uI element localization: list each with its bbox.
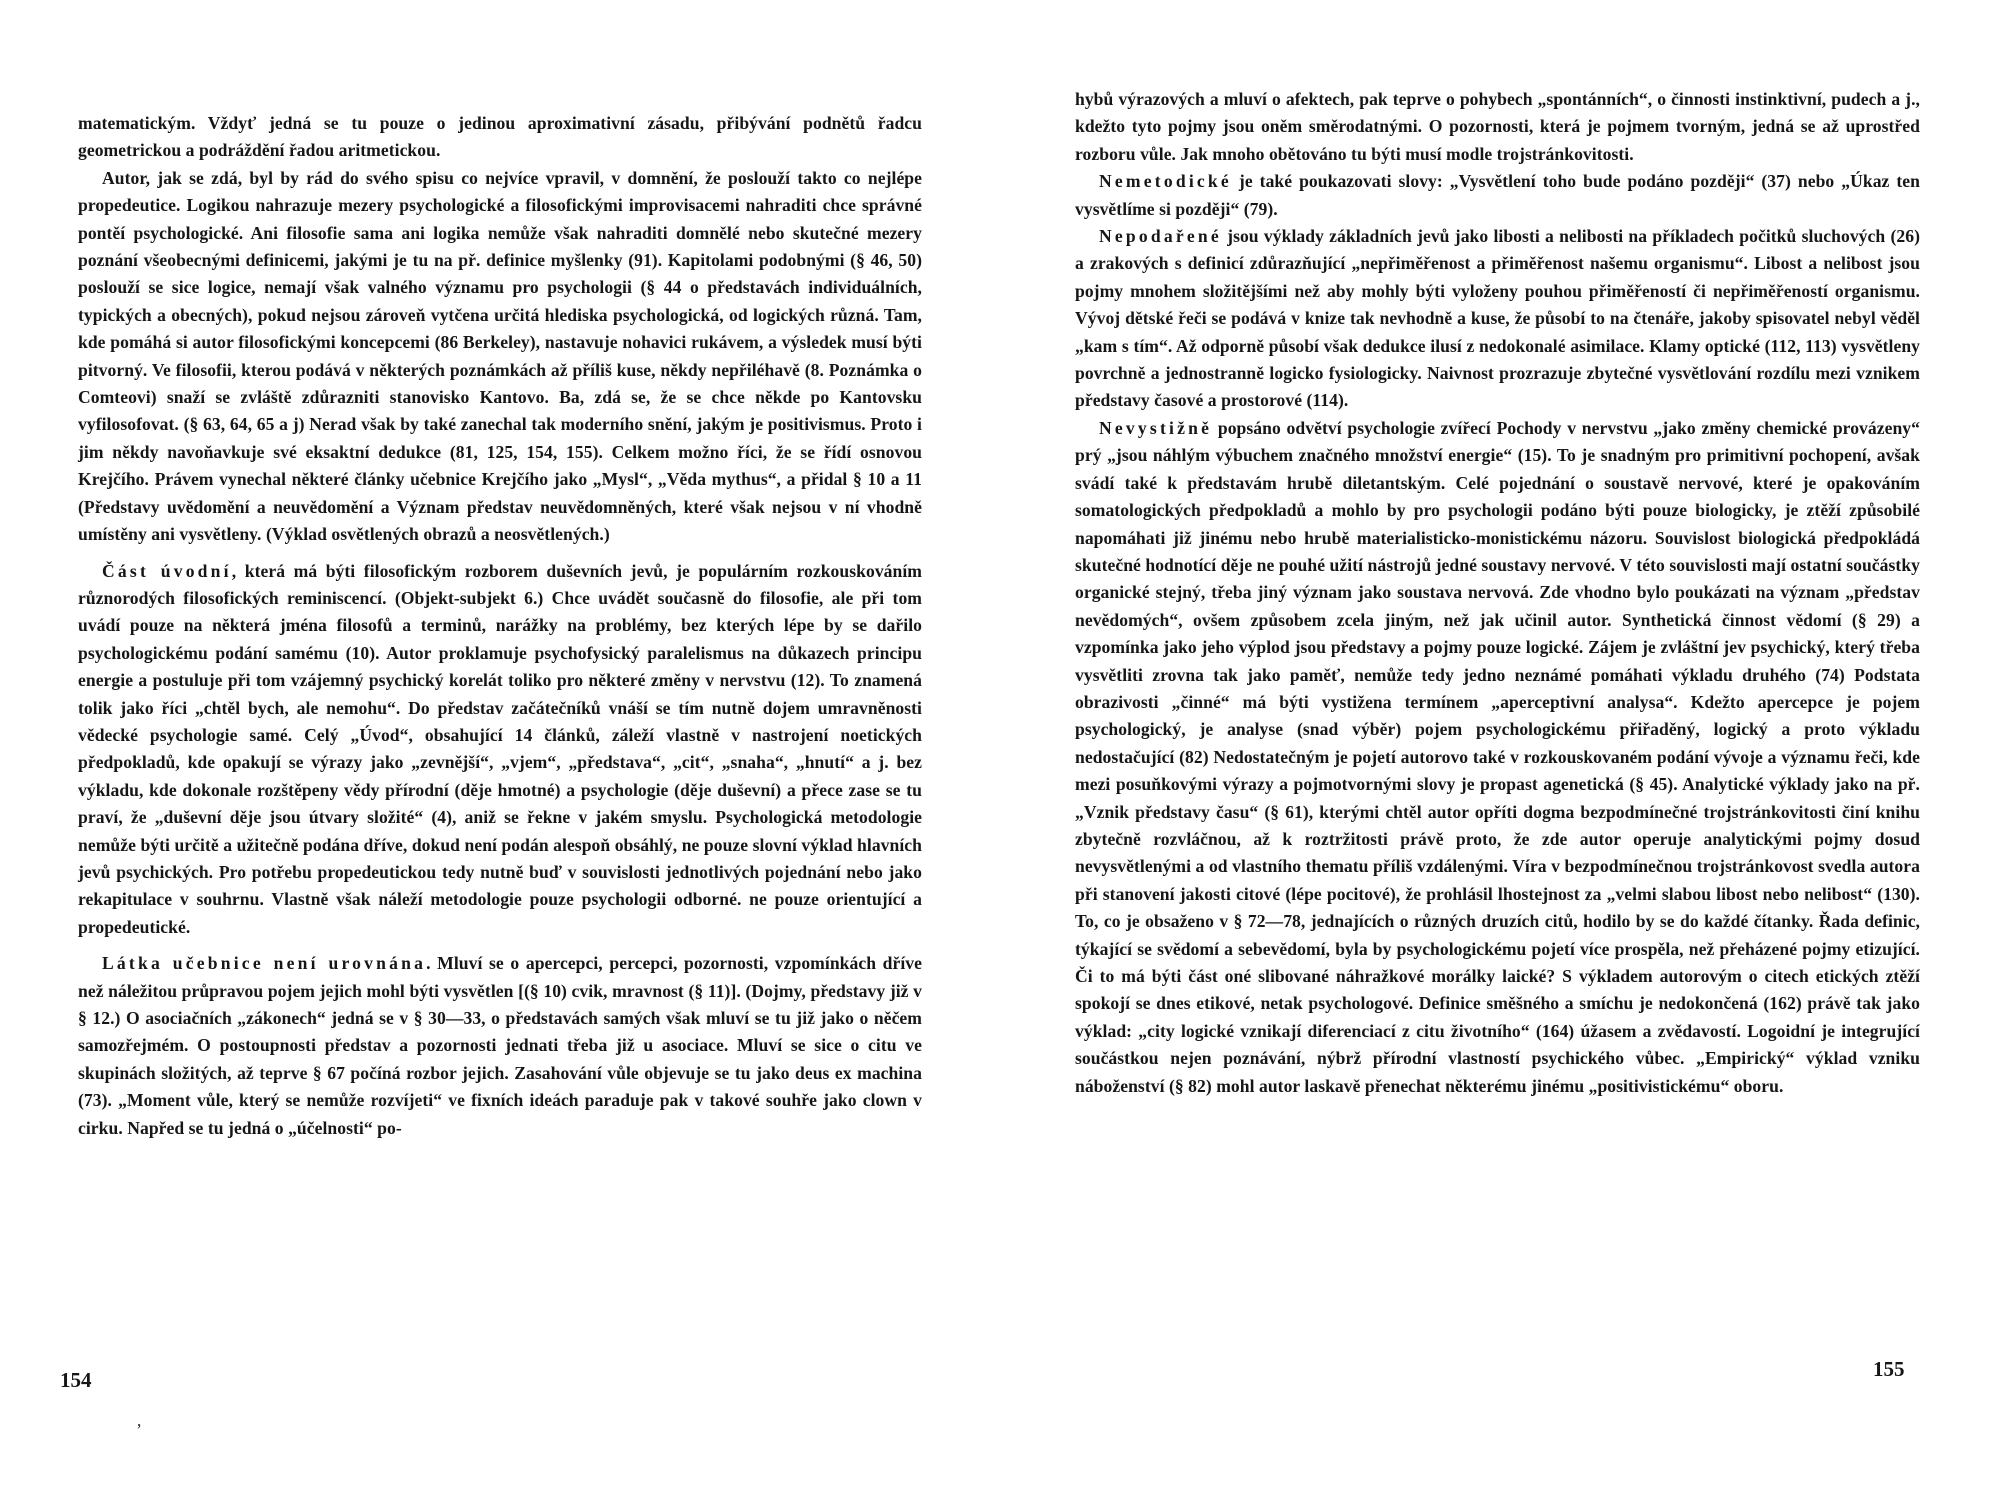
spaced-lead: Nepodařené: [1099, 226, 1222, 247]
page-number: 154: [60, 1368, 92, 1392]
page-number: 155: [1873, 1357, 1905, 1381]
right-page-text: [1075, 86, 1920, 1100]
paragraph: [78, 950, 922, 1142]
left-page-text: [78, 110, 922, 1142]
spaced-lead: Část úvodní: [102, 560, 232, 581]
spaced-lead: Nemetodické: [1099, 171, 1232, 192]
paragraph-body: jsou výklady základních jevů jako libosti a nelibosti na příkladech počitků sluchových (26) a zrakových s definicí zdůrazňující „nepřiměřenost a přiměřenost našemu organismu“. Libost a nelibost jsou pojmy mnohem složitějšími než aby mohly býti vyloženy pouhou přiměřeností či nepřiměřeností organismu. Vývoj dětské řeči se podává v knize tak nevhodně a kuse, že působí to na čtenáře, jakoby spisovatel nebyl věděl „kam s tím“. Až odporně působí však dedukce ilusí z nedokonalé asimilace. Klamy optické (112, 113) vysvětleny povrchně a jednostranně logicko fysiologicky. Naivnost prozrazuje zbytečné vysvětlování rozdílu mezi vznikem představy časové a prostorové (114).: [1075, 226, 1920, 411]
paragraph: Autor, jak se zdá, byl by rád do svého spisu co nejvíce vpravil, v domnění, že poslouží takto co nejlépe propedeutice. Logikou nahrazuje mezery psychologické a filosofickými improvisacemi nahraditi chce správné pontěí psychologické. Ani filosofie sama ani logika nemůže však nahraditi domnělé nebo skutečné mezery poznání všeobecnými definicemi, jakými je tu na př. definice myšlenky (91). Kapitolami podobnými (§ 46, 50) poslouží se sice logice, nemají však valného významu pro psychologii (§ 44 o představách individuálních, typických a obecných), pokud nejsou zároveň vytčena určitá hlediska psychologická, od logických různá. Tam, kde pomáhá si autor filosofickými koncepcemi (86 Berkeley), nastavuje nohavici rukávem, a výsledek musí býti pitvorný. Ve filosofii, kterou podává v některých poznámkách až příliš kuse, někdy nepřiléhavě (8. Poznámka o Comteovi) snaží se zvláště zdůrazniti stanovisko Kantovo. Ba, zdá se, že se chce někde po Kantovsku vyfilosofovat. (§ 63, 64, 65 a j) Nerad však by také zanechal tak moderního snění, jakým je positivismus. Proto i jim někdy navoňavkuje své eksaktní dedukce (81, 125, 154, 155). Celkem možno říci, že se řídí osnovou Krejčího. Právem vynechal některé články učebnice Krejčího jako „Mysl“, „Věda mythus“, a přidal § 10 a 11 (Představy uvědomění a neuvědomění a Význam představ neuvědomněných, které však nejsou v ní vhodně umístěny ani vysvětleny. (Výklad osvětlených obrazů a neosvětlených.): [78, 167, 922, 545]
ink-speck: ʼ: [136, 1420, 142, 1440]
paragraph: [1075, 223, 1920, 415]
paragraph-body: popsáno odvětví psychologie zvířecí Pochody v nervstvu „jako změny chemické provázeny“ prý „jsou náhlým výbuchem značného množství energie“ (15). To je snadným pro primitivní pochopení, avšak svádí také k představám hrubě diletantským. Celé pojednání o soustavě nervové, které je opakováním somatologických předpokladů a mohlo by pro psychologii podáno býti pouze biologicky, je ztěží způsobilé napomáhati již jinému nebo hrubě materialisticko-monistickému názoru. Souvislost biologická předpokládá skutečné hodnotící děje ne pouhé užití nástrojů jedné soustavy nervové. V této souvislosti mají ostatní součástky organické stejný, třeba jiný význam jako soustava nervová. Zde vhodno bylo poukázati na význam „představ nevědomých“, ovšem způsobem zcela jiným, než jak učinil autor. Synthetická činnost vědomí (§ 29) a vzpomínka jako jeho výplod jsou představy a pojmy pouze logické. Zájem je zvláštní jev psychický, který třeba vysvětliti zrovna tak jako paměť, nemůže tedy jedno neznámé pomáhati výkladu druhého (74) Podstata obrazivosti „činné“ má býti vystižena termínem „aperceptivní analysa“. Kdežto apercepce je pojem psychologický, je analyse (snad výběr) pojem psychologickému přiřaděný, logický a proto výkladu nedostačující (82) Nedostatečným je pojetí autorovo také v rozkouskovaném podání vývoje a významu řeči, kde mezi posuňkovými výrazy a pojmotvornými slovy je propast agenetická (§ 45). Analytické výklady jako na př. „Vznik představy času“ (§ 61), kterými chtěl autor opříti dogma bezpodmínečné trojstránkovitosti činí knihu zbytečně rozvláčnou, až k roztržitosti právě proto, že zde autor operuje analytickými pojmy dosud nevysvětlenými a od vlastního thematu příliš vzdálenými. Víra v bezpodmínečnou trojstránkovost svedla autora při stanovení jakosti citové (lépe pocitové), že prohlásil lhostejnost za „velmi slabou libost nebo nelibost“ (130). To, co je obsaženo v § 72—78, jednajících o různých druzích citů, hodilo by se do každé čítanky. Řada definic, týkající se svědomí a sebevědomí, byla by psychologickému pojetí více prospěla, než přeházené pojmy etizující. Či to má býti část oné slibované náhražkové morálky laické? S výkladem autorovým o citech etických ztěží spokojí se dnes etikové, netak psychologové. Definice směšného a smíchu je nedokončená (162) právě tak jako výklad: „city logické vznikají diferenciací z citu životního“ (164) úžasem a zvědavostí. Logoidní je integrující součástkou nejen poznávání, nýbrž přírodní vlastností psychického vůbec. „Empirický“ výklad vzniku náboženství (§ 82) mohl autor laskavě přenechat některému jinému „positivistickému“ oboru.: [1075, 417, 1920, 1096]
paragraph-body: . Mluví se o apercepci, percepci, pozornosti, vzpomínkách dříve než náležitou průpravou pojem jejich mohl býti vysvětlen [(§ 10) cvik, mravnost (§ 11)]. (Dojmy, představy již v § 12.) O asociačních „zákonech“ jedná se v § 30—33, o představách samých však mluví se tu již jako o něčem samozřejmém. O postoupnosti představ a pozornosti jednati třeba již u asociace. Mluví se sice o citu ve skupinách složitých, až teprve § 67 počíná rozbor jejich. Zasahování vůle objevuje se tu jako deus ex machina (73). „Moment vůle, který se nemůže rozvíjeti“ ve fixních ideách paraduje pak v takové souhře jako clown v cirku. Napřed se tu jedná o „účelnosti“ po-: [78, 953, 923, 1138]
right-page: [995, 0, 1990, 1500]
spaced-lead: Nevystižně: [1099, 417, 1213, 438]
paragraph-body: , která má býti filosofickým rozborem duševních jevů, je populárním rozkouskováním různorodých filosofických reminiscencí. (Objekt-subjekt 6.) Chce uvádět současně do filosofie, ale při tom uvádí pouze na některá jména filosofů a terminů, narážky na problémy, bez kterých lépe by se dařilo psychologickému podání samému (10). Autor proklamuje psychofysický paralelismus na důkazech principu energie a postuluje při tom vzájemný psychický korelát toliko pro některé změny v nervstvu (12). To znamená tolik jako říci „chtěl bych, ale nemohu“. Do představ začátečníků vnáší se tím nutně dojem umravněnosti vědecké psychologie samé. Celý „Úvod“, obsahující 14 článků, záleží vlastně v nastrojení noetických předpokladů, kde opakují se výrazy jako „zevnější“, „vjem“, „představa“, „cit“, „snaha“, „hnutí“ a j. bez výkladu, kde dokonale rozštěpeny vědy přírodní (děje hmotné) a psychologie (děje duševní) a přece zase se tu praví, že „duševní děje jsou útvary složité“ (4), aniž se řekne v jakém smyslu. Psychologická metodologie nemůže býti určitě a užitečně podána dříve, dokud není podán alespoň obsáhlý, ne pouze slovní výklad hlavních jevů psychických. Pro potřebu propedeutickou tedy nutně buď v souvislosti jednotlivých pojednání nebo jako rekapitulace v souhrnu. Vlastně však náleží metodologie pouze psychologii odborné. ne pouze orientující a propedeutické.: [78, 560, 922, 937]
paragraph: [1075, 415, 1920, 1100]
paragraph-body: je také poukazovati slovy: „Vysvětlení toho bude podáno později“ (37) nebo „Úkaz ten vysvětlíme si později“ (79).: [1075, 171, 1920, 219]
paragraph: hybů výrazových a mluví o afektech, pak teprve o pohybech „spontánních“, o činnosti instinktivní, pudech a j., kdežto tyto pojmy jsou oněm směrodatnými. O pozornosti, která je pojmem tvorným, jedná se až uprostřed rozboru vůle. Jak mnoho obětováno tu býti musí modle trojstránkovitosti.: [1075, 89, 1920, 164]
spaced-lead: Látka učebnice není urovnána: [102, 953, 427, 974]
paragraph: [78, 558, 922, 942]
paragraph: [1075, 168, 1920, 223]
paragraph: matematickým. Vždyť jedná se tu pouze o jedinou aproximativní zásadu, přibývání podnětů řadcu geometrickou a podráždění řadou aritmetickou.: [78, 113, 922, 161]
